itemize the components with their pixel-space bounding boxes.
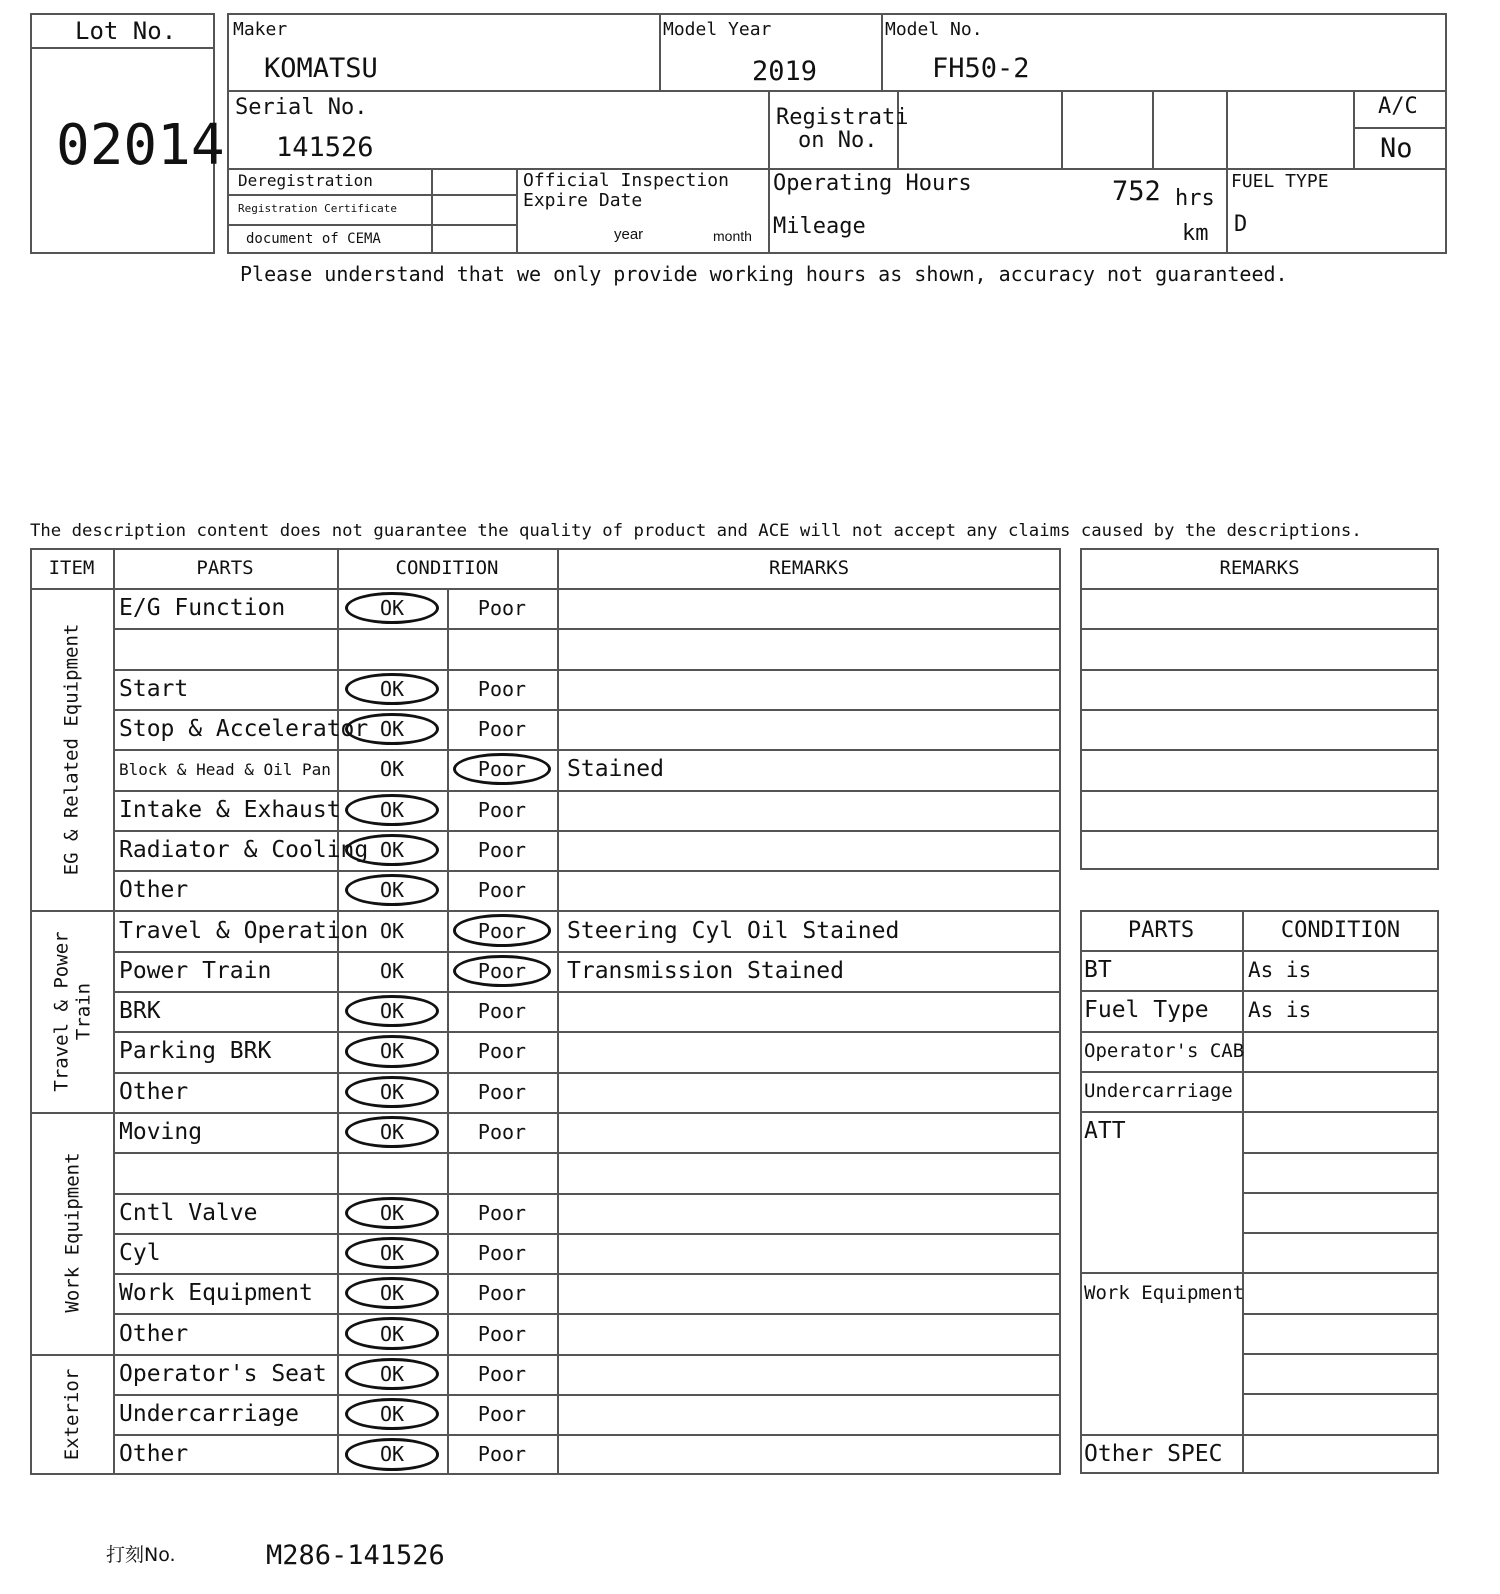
spec-part: BT — [1084, 957, 1112, 984]
part-name — [113, 1152, 337, 1192]
row-remarks — [557, 1193, 1061, 1233]
side-remarks-header: REMARKS — [1219, 557, 1300, 579]
lot-divider — [30, 47, 215, 49]
stamp-value: M286-141526 — [266, 1540, 445, 1571]
spec-condition — [1242, 1192, 1439, 1232]
row-remarks — [557, 1112, 1061, 1152]
km-unit: km — [1182, 221, 1209, 246]
row-remarks — [557, 1394, 1061, 1434]
ok-option[interactable]: OK — [345, 834, 439, 866]
disclaimer: The description content does not guarantee the quality of product and ACE will not accept any claims caused by the descriptions. — [30, 521, 1362, 541]
row-remarks — [557, 669, 1061, 709]
spec-part: Operator's CAB — [1084, 1039, 1245, 1062]
serial-value: 141526 — [276, 132, 374, 163]
spec-condition — [1242, 1071, 1439, 1111]
header-col-divider — [431, 168, 433, 254]
condition-header: CONDITION — [395, 557, 499, 579]
side-remarks-cell — [1080, 749, 1439, 789]
ok-option[interactable]: OK — [379, 958, 405, 983]
ok-option[interactable]: OK — [345, 995, 439, 1027]
poor-option[interactable]: Poor — [477, 1120, 527, 1145]
month-label: month — [713, 228, 752, 244]
header-row-divider-2 — [227, 168, 1447, 170]
registration-certificate-label: Registration Certificate — [238, 202, 397, 215]
poor-option[interactable]: Poor — [477, 1402, 527, 1427]
spec-part — [1080, 1393, 1242, 1433]
ok-option[interactable]: OK — [345, 1035, 439, 1067]
row-remarks — [557, 588, 1061, 628]
header-row-divider-1 — [227, 90, 1447, 92]
header-col-divider — [768, 90, 770, 254]
row-remarks — [557, 870, 1061, 910]
spec-condition — [1242, 1232, 1439, 1272]
item-header: ITEM — [48, 557, 95, 579]
spec-part — [1080, 1192, 1242, 1232]
inspection-label-2: Expire Date — [523, 190, 643, 211]
row-remarks — [557, 1233, 1061, 1273]
spec-condition — [1242, 1313, 1439, 1353]
part-name: BRK — [119, 998, 161, 1025]
row-remarks — [557, 830, 1061, 870]
spec-part — [1080, 1152, 1242, 1192]
part-name: Other — [119, 1441, 189, 1468]
lot-label: Lot No. — [75, 17, 177, 45]
row-remarks — [557, 1072, 1061, 1112]
spec-part: Fuel Type — [1084, 997, 1209, 1024]
ac-label: A/C — [1378, 94, 1418, 119]
parts-header: PARTS — [196, 557, 254, 579]
spec-part — [1080, 1232, 1242, 1272]
row-remarks — [557, 628, 1061, 668]
row-remarks — [557, 1313, 1061, 1353]
spec-part: ATT — [1084, 1118, 1126, 1145]
poor-option[interactable]: Poor — [477, 797, 527, 822]
poor-option[interactable]: Poor — [453, 955, 551, 987]
ok-option[interactable]: OK — [345, 1277, 439, 1309]
group-label — [30, 588, 113, 910]
poor-option[interactable]: Poor — [477, 1442, 527, 1467]
cema-label: document of CEMA — [246, 231, 381, 247]
row-remarks: Transmission Stained — [567, 957, 844, 984]
serial-label: Serial No. — [235, 95, 368, 120]
dereg-divider — [227, 224, 516, 226]
part-name: Cyl — [119, 1239, 161, 1266]
ok-option[interactable]: OK — [345, 794, 439, 826]
year-label: year — [614, 226, 644, 243]
part-name: Stop & Accelerator — [119, 716, 369, 743]
deregistration-label: Deregistration — [238, 171, 373, 190]
part-name: Moving — [119, 1119, 203, 1146]
row-remarks — [557, 790, 1061, 830]
part-name: Parking BRK — [119, 1038, 272, 1065]
lot-value: 02014 — [56, 113, 225, 178]
ok-option[interactable]: OK — [345, 1438, 439, 1470]
group-label — [30, 1112, 113, 1354]
hrs-unit: hrs — [1175, 186, 1215, 211]
ok-option[interactable]: OK — [345, 1317, 439, 1349]
poor-option[interactable]: Poor — [477, 878, 527, 903]
model-no-value: FH50-2 — [932, 53, 1030, 84]
poor-option[interactable]: Poor — [477, 676, 527, 701]
part-name: Travel & Operation — [119, 917, 369, 944]
remarks-header: REMARKS — [768, 557, 850, 579]
ok-option[interactable]: OK — [345, 1237, 439, 1269]
spec-condition — [1242, 1272, 1439, 1312]
spec-condition — [1242, 1434, 1439, 1474]
group-label-line: Train — [71, 982, 94, 1040]
poor-option[interactable]: Poor — [477, 1039, 527, 1064]
spec-part: Other SPEC — [1084, 1440, 1223, 1467]
poor-option[interactable]: Poor — [477, 1200, 527, 1225]
spec-condition — [1242, 1152, 1439, 1192]
part-name — [113, 628, 337, 668]
spec-parts-header: PARTS — [1127, 917, 1195, 943]
header-col-divider — [1061, 90, 1063, 168]
spec-part: Undercarriage — [1084, 1080, 1233, 1103]
ok-option[interactable]: OK — [345, 673, 439, 705]
ok-option[interactable]: OK — [345, 874, 439, 906]
poor-option[interactable]: Poor — [453, 753, 551, 785]
ok-option[interactable]: OK — [345, 713, 439, 745]
operating-hours-label: Operating Hours — [773, 171, 972, 196]
part-name: Work Equipment — [119, 1280, 313, 1307]
part-name: Other — [119, 877, 189, 904]
model-no-label: Model No. — [885, 19, 983, 40]
group-label-line: Work Equipment — [60, 1152, 83, 1313]
group-label-line: Travel & Power — [49, 931, 72, 1092]
checklist-col-divider — [337, 548, 339, 1475]
group-label — [30, 1354, 113, 1475]
header-col-divider — [1152, 90, 1154, 168]
poor-option[interactable]: Poor — [477, 717, 527, 742]
poor-option[interactable]: Poor — [477, 1079, 527, 1104]
stamp-label: 打刻No. — [106, 1544, 176, 1566]
ac-divider — [1353, 127, 1447, 129]
maker-value: KOMATSU — [264, 53, 378, 84]
side-remarks-cell — [1080, 790, 1439, 830]
dereg-divider — [227, 194, 516, 196]
spec-part — [1080, 1313, 1242, 1353]
side-remarks-cell — [1080, 830, 1439, 870]
part-name: Operator's Seat — [119, 1360, 327, 1387]
row-remarks — [557, 1031, 1061, 1071]
row-remarks — [557, 1273, 1061, 1313]
ok-option[interactable]: OK — [345, 592, 439, 624]
header-col-divider — [659, 13, 661, 90]
spec-part: Work Equipment — [1084, 1281, 1245, 1304]
side-remarks-cell — [1080, 628, 1439, 668]
ok-option[interactable]: OK — [345, 1358, 439, 1390]
registration-label-2: on No. — [798, 128, 878, 153]
spec-condition — [1242, 1393, 1439, 1433]
hours-note: Please understand that we only provide working hours as shown, accuracy not guaranteed. — [240, 262, 1288, 286]
poor-option[interactable]: Poor — [477, 837, 527, 862]
ok-option[interactable]: OK — [345, 1116, 439, 1148]
spec-condition — [1242, 1353, 1439, 1393]
registration-label: Registrati — [776, 105, 909, 130]
model-year-value: 2019 — [752, 56, 818, 87]
row-remarks: Stained — [567, 756, 664, 783]
spec-condition-header: CONDITION — [1280, 917, 1401, 943]
spec-condition — [1242, 1111, 1439, 1151]
row-remarks — [557, 1152, 1061, 1192]
side-remarks-cell — [1080, 669, 1439, 709]
header-col-divider — [1353, 90, 1355, 168]
header-col-divider — [881, 13, 883, 90]
row-remarks — [557, 991, 1061, 1031]
ok-option[interactable]: OK — [345, 1197, 439, 1229]
group-label-line: EG & Related Equipment — [60, 623, 83, 876]
poor-option[interactable]: Poor — [477, 596, 527, 621]
part-name: Radiator & Cooling — [119, 836, 369, 863]
ok-option[interactable]: OK — [379, 918, 405, 943]
spec-condition: As is — [1248, 958, 1312, 983]
ok-option[interactable]: OK — [379, 757, 405, 782]
part-name: Other — [119, 1320, 189, 1347]
spec-condition: As is — [1248, 998, 1312, 1023]
poor-option[interactable]: Poor — [477, 999, 527, 1024]
row-remarks — [557, 1354, 1061, 1394]
poor-option[interactable]: Poor — [477, 1361, 527, 1386]
model-year-label: Model Year — [663, 19, 772, 40]
poor-option[interactable]: Poor — [477, 1240, 527, 1265]
poor-option[interactable]: Poor — [477, 1281, 527, 1306]
header-col-divider — [1226, 90, 1228, 254]
inspection-label: Official Inspection — [523, 170, 729, 191]
ac-value: No — [1380, 133, 1413, 164]
operating-hours-value: 752 — [1112, 176, 1161, 207]
part-name: Intake & Exhaust — [119, 796, 341, 823]
ok-option[interactable]: OK — [345, 1398, 439, 1430]
group-label — [30, 910, 113, 1112]
ok-option[interactable]: OK — [345, 1076, 439, 1108]
part-name: Start — [119, 675, 189, 702]
part-name: Power Train — [119, 957, 272, 984]
part-name: Other — [119, 1078, 189, 1105]
part-name: Block & Head & Oil Pan — [119, 759, 331, 779]
fuel-type-value: D — [1234, 212, 1248, 237]
part-name: Cntl Valve — [119, 1199, 258, 1226]
poor-option[interactable]: Poor — [453, 914, 551, 946]
poor-option[interactable]: Poor — [477, 1321, 527, 1346]
side-remarks-cell — [1080, 588, 1439, 628]
maker-label: Maker — [233, 19, 288, 40]
mileage-label: Mileage — [773, 214, 866, 239]
part-name: E/G Function — [119, 595, 286, 622]
row-remarks — [557, 1434, 1061, 1474]
group-label-line: Exterior — [60, 1368, 83, 1460]
side-remarks-cell — [1080, 709, 1439, 749]
spec-part — [1080, 1353, 1242, 1393]
row-remarks: Steering Cyl Oil Stained — [567, 917, 900, 944]
spec-condition — [1242, 1031, 1439, 1071]
fuel-type-label: FUEL TYPE — [1231, 171, 1329, 192]
row-remarks — [557, 709, 1061, 749]
header-col-divider — [516, 168, 518, 254]
part-name: Undercarriage — [119, 1401, 300, 1428]
